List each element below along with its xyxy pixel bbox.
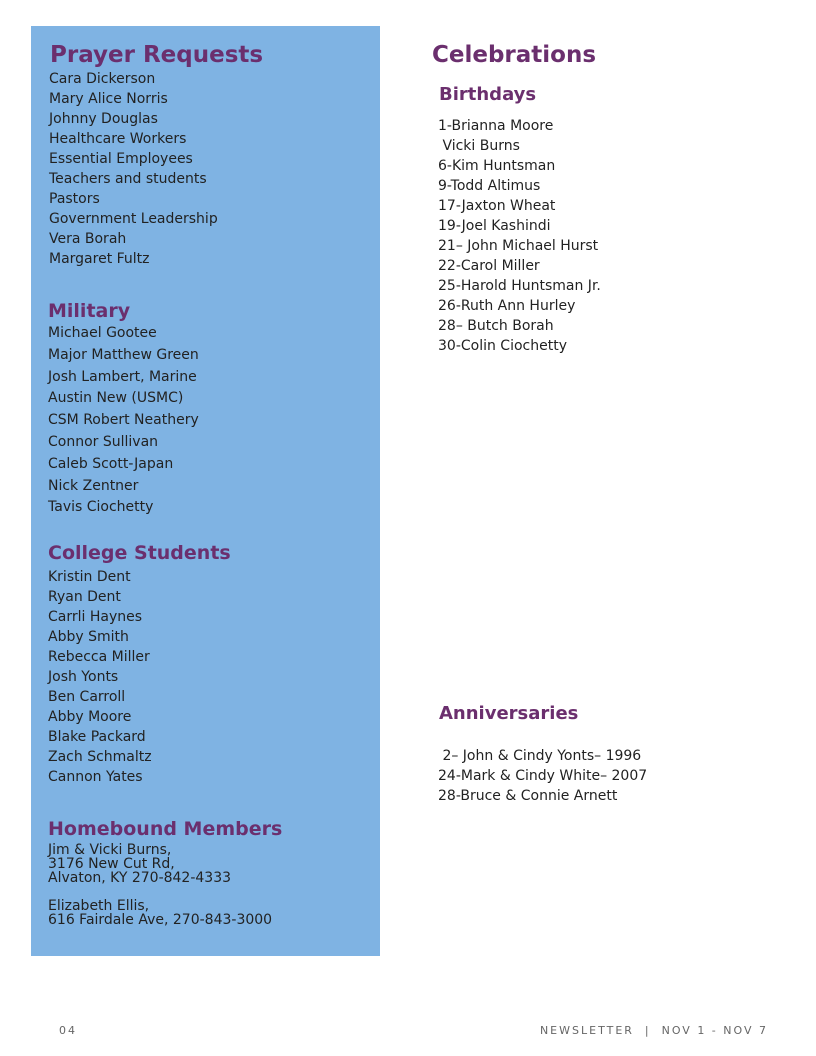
- homebound-city-phone: Alvaton, KY 270-842-4333: [48, 870, 232, 886]
- list-item: Vicki Burns: [438, 138, 520, 154]
- list-item: 28-Bruce & Connie Arnett: [438, 788, 618, 804]
- list-item: CSM Robert Neathery: [48, 412, 199, 429]
- list-item: Michael Gootee: [48, 325, 157, 341]
- list-item: Tavis Ciochetty: [48, 499, 154, 516]
- list-item: Carrli Haynes: [48, 609, 143, 625]
- list-item: 22-Carol Miller: [438, 258, 540, 274]
- list-item: 9-Todd Altimus: [438, 178, 541, 194]
- list-item: Caleb Scott-Japan: [48, 455, 174, 472]
- list-item: 6-Kim Huntsman: [438, 158, 556, 174]
- list-item: 21– John Michael Hurst: [438, 238, 599, 254]
- military-heading: Military: [48, 300, 131, 322]
- list-item: Cara Dickerson: [49, 71, 156, 87]
- list-item: Zach Schmaltz: [48, 749, 152, 765]
- military-list: [48, 323, 199, 519]
- list-item: Abby Smith: [48, 629, 129, 645]
- list-item: Blake Packard: [48, 729, 146, 745]
- list-item: Connor Sullivan: [48, 433, 159, 450]
- list-item: Josh Yonts: [48, 669, 119, 685]
- list-item: 1-Brianna Moore: [438, 118, 554, 134]
- list-item: 24-Mark & Cindy White– 2007: [438, 768, 648, 784]
- list-item: 25-Harold Huntsman Jr.: [438, 278, 601, 294]
- list-item: Margaret Fultz: [49, 251, 150, 267]
- list-item: Ryan Dent: [48, 589, 121, 605]
- homebound-entry: [48, 843, 231, 885]
- homebound-address: 3176 New Cut Rd,: [48, 856, 175, 872]
- list-item: 2– John & Cindy Yonts– 1996: [438, 748, 642, 764]
- newsletter-footer: NEWSLETTER | NOV 1 - NOV 7: [539, 1024, 768, 1037]
- homebound-name: Jim & Vicki Burns,: [48, 842, 172, 858]
- homebound-address-phone: 616 Fairdale Ave, 270-843-3000: [48, 912, 273, 928]
- birthdays-list: [438, 117, 601, 357]
- list-item: Rebecca Miller: [48, 649, 150, 665]
- list-item: 19-Joel Kashindi: [438, 218, 551, 234]
- birthdays-heading: Birthdays: [439, 84, 537, 105]
- list-item: Mary Alice Norris: [49, 91, 168, 107]
- college-students-heading: College Students: [48, 542, 231, 564]
- list-item: Johnny Douglas: [49, 111, 158, 127]
- page-number: 04: [59, 1024, 77, 1037]
- homebound-name: Elizabeth Ellis,: [48, 898, 150, 914]
- list-item: Kristin Dent: [48, 569, 131, 585]
- homebound-entry: [48, 899, 272, 927]
- anniversaries-heading: Anniversaries: [439, 703, 579, 724]
- anniversaries-list: [438, 747, 647, 807]
- list-item: Essential Employees: [49, 151, 193, 167]
- list-item: Teachers and students: [49, 171, 207, 187]
- list-item: 28– Butch Borah: [438, 318, 554, 334]
- list-item: Josh Lambert, Marine: [48, 368, 197, 385]
- list-item: 26-Ruth Ann Hurley: [438, 298, 576, 314]
- prayer-requests-heading: Prayer Requests: [50, 42, 264, 68]
- list-item: Vera Borah: [49, 231, 127, 247]
- list-item: Nick Zentner: [48, 477, 139, 494]
- prayer-requests-list: [49, 70, 218, 270]
- list-item: Pastors: [49, 191, 100, 207]
- list-item: 30-Colin Ciochetty: [438, 338, 567, 354]
- college-students-list: [48, 568, 152, 788]
- list-item: Healthcare Workers: [49, 131, 187, 147]
- list-item: 17-Jaxton Wheat: [438, 198, 556, 214]
- list-item: Government Leadership: [49, 211, 218, 227]
- celebrations-heading: Celebrations: [432, 42, 597, 68]
- list-item: Major Matthew Green: [48, 346, 199, 363]
- list-item: Ben Carroll: [48, 689, 126, 705]
- list-item: Abby Moore: [48, 709, 132, 725]
- list-item: Austin New (USMC): [48, 390, 184, 407]
- list-item: Cannon Yates: [48, 769, 143, 785]
- homebound-heading: Homebound Members: [48, 818, 283, 840]
